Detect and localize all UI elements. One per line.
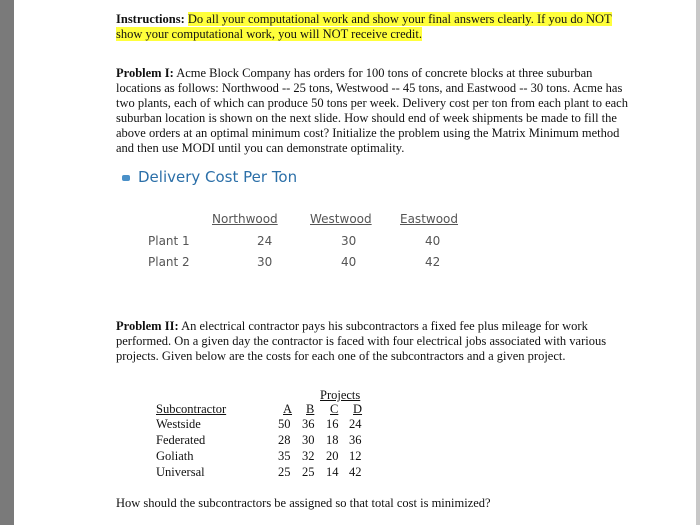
problem-2-text: An electrical contractor pays his subcontractors a fixed fee plus mileage for work performed. On a given day the contractor is faced with four electrical jobs associated with various projects. Given below are the costs for each one of the subcontractors and a given project. — [116, 319, 607, 363]
instructions-label: Instructions — [116, 12, 181, 26]
problem-1-text: Acme Block Company has orders for 100 tons of concrete blocks at three suburban locations as follows: Northwood -- 25 tons, Westwood -- 45 tons, and Eastwood -- 30 tons. Acme has two plants, each of which can produce 50 tons per week. Delivery cost per ton from each plant to each suburban location is shown on the next slide. How should end of week shipments be made to fill the above orders at an optimal minimum cost? Initialize the problem using the Matrix Minimum method and then use MODI until you can demonstrate optimality. — [116, 66, 628, 155]
table-cell: 35 — [278, 449, 291, 463]
right-page-edge — [696, 0, 700, 525]
instructions-paragraph: Instructions: Do all your computational work and show your final answers clearly. If you do NOT show your computational work, you will NOT receive credit. — [116, 12, 612, 41]
row-label: Plant 1 — [148, 234, 190, 248]
table-cell: 30 — [302, 433, 315, 447]
column-header: A — [283, 402, 293, 416]
row-label: Universal — [156, 465, 205, 479]
row-label: Westside — [156, 417, 201, 431]
column-header: B — [306, 402, 315, 416]
table-cell: 18 — [326, 433, 339, 447]
problem-1-label: Problem I — [116, 66, 170, 80]
column-header: Eastwood — [400, 212, 459, 226]
table-cell: 25 — [278, 465, 291, 479]
problem-1-paragraph: Problem I: Acme Block Company has orders for 100 tons of concrete blocks at three suburban locations as follows: Northwood -- 25 tons, Westwood -- 45 tons, and Eastwood -- 30 tons. Acme has two plants, each of which can produce 50 tons per week. Delivery cost per ton from each plant to each suburban location is shown on the next slide. How should end of week shipments be made to fill the above orders at an optimal minimum cost? Initialize the problem using the Matrix Minimum method and then use MODI until you can demonstrate optimality. — [116, 66, 628, 155]
problem-2-paragraph: Problem II: An electrical contractor pays his subcontractors a fixed fee plus mileage for work performed. On a given day the contractor is faced with four electrical jobs associated with various projects. Given below are the costs for each one of the subcontractors and a given project. — [116, 319, 607, 363]
table-cell: 40 — [341, 255, 357, 269]
table-cell: 20 — [326, 449, 339, 463]
bullet-icon — [122, 175, 130, 181]
table-cell: 30 — [257, 255, 273, 269]
column-header: Westwood — [310, 212, 372, 226]
subcontractor-header: Subcontractor — [156, 402, 227, 416]
column-header: D — [353, 402, 363, 416]
column-header: C — [330, 402, 339, 416]
table-cell: 36 — [302, 417, 315, 431]
column-header: Northwood — [212, 212, 278, 226]
table-cell: 32 — [302, 449, 315, 463]
table-cell: 30 — [341, 234, 357, 248]
row-label: Goliath — [156, 449, 194, 463]
table-cell: 42 — [349, 465, 362, 479]
table-cell: 36 — [349, 433, 362, 447]
left-page-edge — [0, 0, 14, 525]
table-cell: 50 — [278, 417, 291, 431]
row-label: Plant 2 — [148, 255, 190, 269]
closing-question: How should the subcontractors be assigned so that total cost is minimized? — [116, 496, 491, 510]
table-cell: 12 — [349, 449, 362, 463]
projects-header: Projects — [320, 388, 361, 402]
instructions-text: Do all your computational work and show your final answers clearly. If you do NOT show your computational work, you will NOT receive credit. — [116, 12, 612, 41]
table-cell: 16 — [326, 417, 339, 431]
table-cell: 24 — [349, 417, 362, 431]
table-cell: 40 — [425, 234, 441, 248]
problem-2-label: Problem II — [116, 319, 175, 333]
row-label: Federated — [156, 433, 206, 447]
table-cell: 28 — [278, 433, 291, 447]
table-cell: 25 — [302, 465, 315, 479]
delivery-cost-heading — [122, 168, 297, 186]
delivery-cost-heading-text: Delivery Cost Per Ton — [138, 168, 298, 186]
table-cell: 42 — [425, 255, 441, 269]
table-cell: 24 — [257, 234, 273, 248]
table-cell: 14 — [326, 465, 339, 479]
